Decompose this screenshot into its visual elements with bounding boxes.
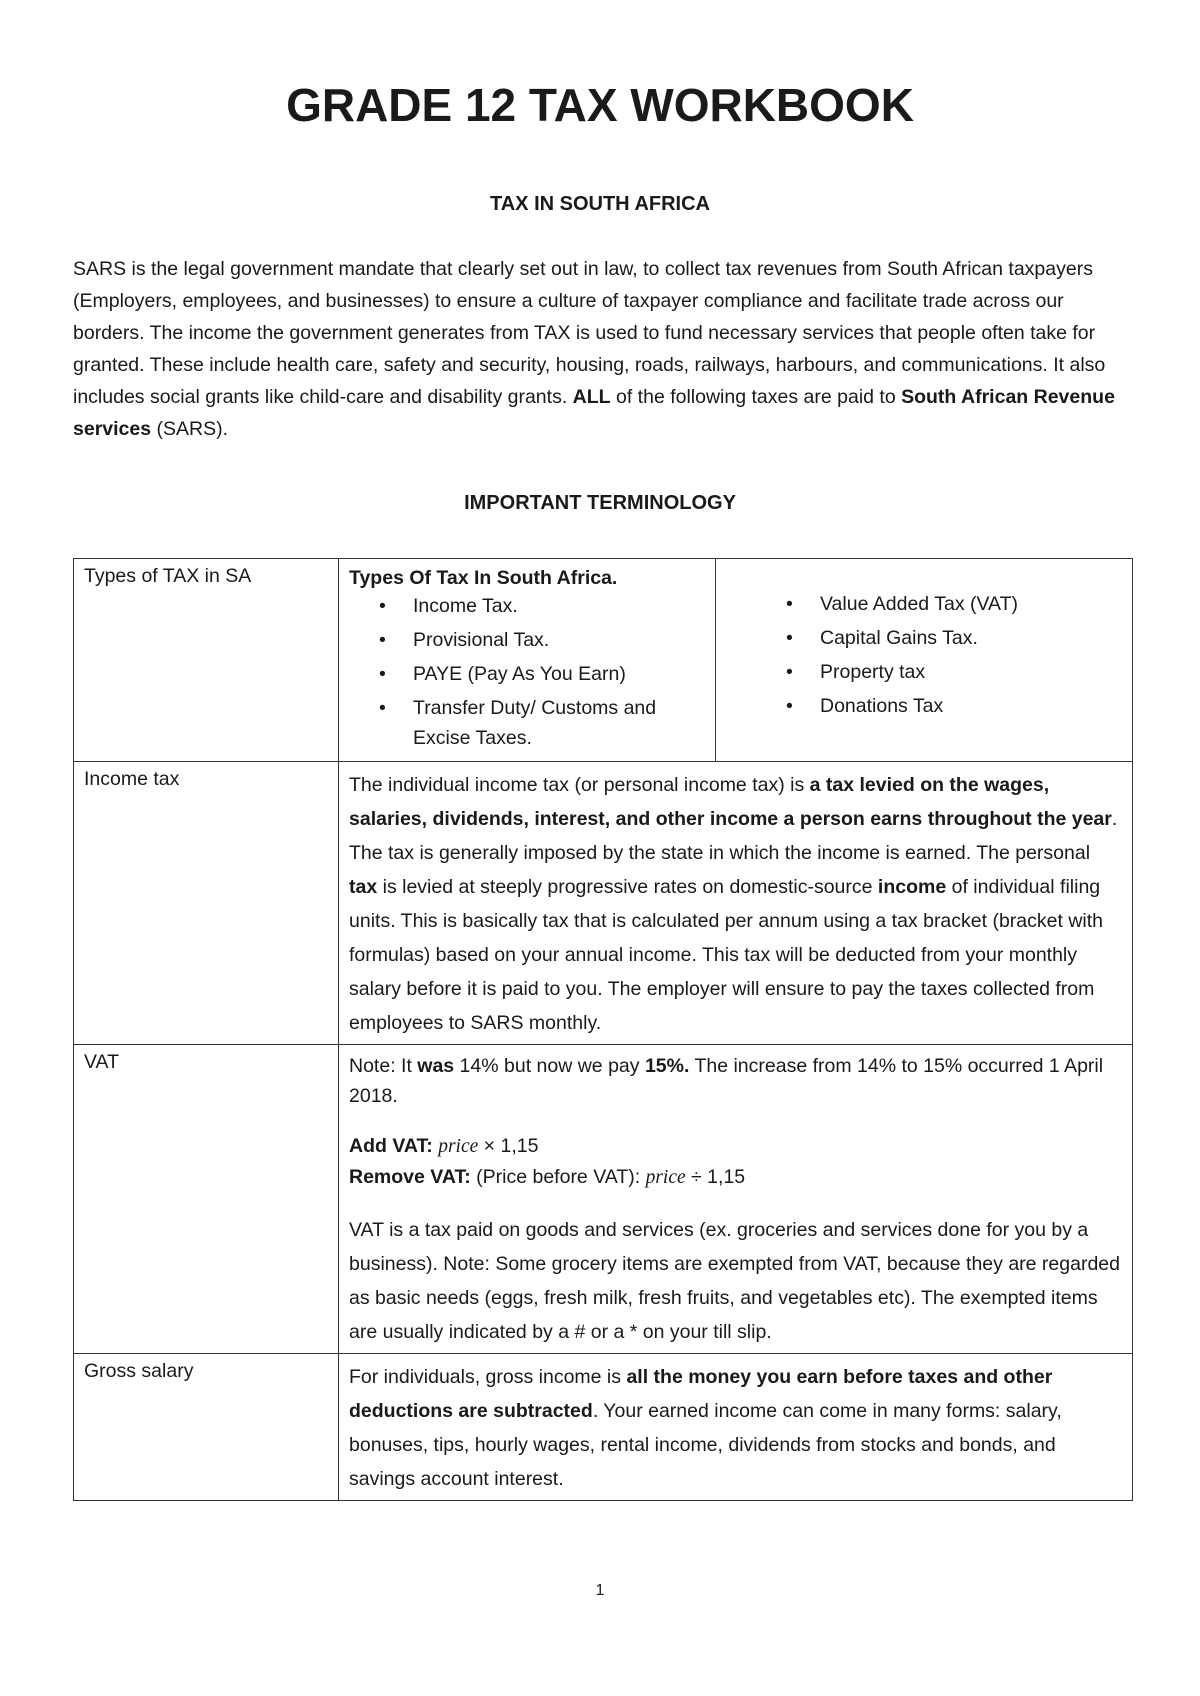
vat-note: Note: It was 14% but now we pay 15%. The increase from 14% to 15% occurred 1 April 2018. xyxy=(349,1055,1104,1107)
list-item: • PAYE (Pay As You Earn) xyxy=(349,659,715,689)
term-cell: VAT xyxy=(74,1045,339,1354)
term-cell: Types of TAX in SA xyxy=(74,559,339,762)
list-item: • Income Tax. xyxy=(349,591,715,621)
income-tax-definition: The individual income tax (or personal income tax) is a tax levied on the wages, salaries, dividends, interest, and other income a person earns throughout the year. The tax is generally imposed by the state in which the income is earned. The personal tax is levied at steeply progressive rates on domestic-source income of individual filing units. This is basically tax that is calculated per annum using a tax bracket (bracket with formulas) based on your annual income. This tax will be deducted from your monthly salary before it is paid to you. The employer will ensure to pay the taxes collected from employees to SARS monthly. xyxy=(349,774,1118,1034)
tax-types-list-right xyxy=(756,589,1122,721)
section-heading-terminology: IMPORTANT TERMINOLOGY xyxy=(464,492,736,514)
table-row xyxy=(74,559,1133,762)
intro-paragraph: SARS is the legal government mandate that clearly set out in law, to collect tax revenues from South African taxpayers (Employers, employees, and businesses) to ensure a culture of taxpayer compliance and facilitate trade across our borders. The income the government generates from TAX is used to fund necessary services that people often take for granted. These include health care, safety and security, housing, roads, railways, harbours, and communications. It also includes social grants like child-care and disability grants. ALL of the following taxes are paid to South African Revenue services (SARS). xyxy=(73,258,1115,440)
table-row xyxy=(74,1354,1133,1501)
document-title: GRADE 12 TAX WORKBOOK xyxy=(286,79,914,131)
vat-description: VAT is a tax paid on goods and services (ex. groceries and services done for you by a business). Note: Some grocery items are exempted from VAT, because they are regarded as basic needs (eggs, fresh milk, fresh fruits, and vegetables etc). The exempted items are usually indicated by a # or a * on your till slip. xyxy=(349,1219,1120,1343)
add-vat-formula: Add VAT: price × 1,15 xyxy=(349,1135,539,1157)
term-cell: Income tax xyxy=(74,762,339,1045)
table-row xyxy=(74,762,1133,1045)
definition-cell xyxy=(339,762,1133,1045)
list-item: • Provisional Tax. xyxy=(349,625,715,655)
page-number: 1 xyxy=(595,1582,605,1599)
list-item: • Property tax xyxy=(756,657,1122,687)
types-heading: Types Of Tax In South Africa. xyxy=(349,567,618,589)
section-heading-tax-in-sa: TAX IN SOUTH AFRICA xyxy=(490,193,710,215)
list-item: • Capital Gains Tax. xyxy=(756,623,1122,653)
definition-cell xyxy=(339,1045,1133,1354)
tax-types-list-left xyxy=(349,591,715,753)
definition-cell xyxy=(339,559,1133,762)
list-item: • Value Added Tax (VAT) xyxy=(756,589,1122,619)
remove-vat-formula: Remove VAT: (Price before VAT): price ÷ 1,15 xyxy=(349,1166,746,1188)
list-item: • Transfer Duty/ Customs and Excise Taxes. xyxy=(349,693,715,753)
gross-salary-definition: For individuals, gross income is all the money you earn before taxes and other deductions are subtracted. Your earned income can come in many forms: salary, bonuses, tips, hourly wages, rental income, dividends from stocks and bonds, and savings account interest. xyxy=(349,1366,1062,1490)
table-row xyxy=(74,1045,1133,1354)
definition-cell xyxy=(339,1354,1133,1501)
terminology-table xyxy=(73,558,1133,1501)
term-cell: Gross salary xyxy=(74,1354,339,1501)
list-item: • Donations Tax xyxy=(756,691,1122,721)
